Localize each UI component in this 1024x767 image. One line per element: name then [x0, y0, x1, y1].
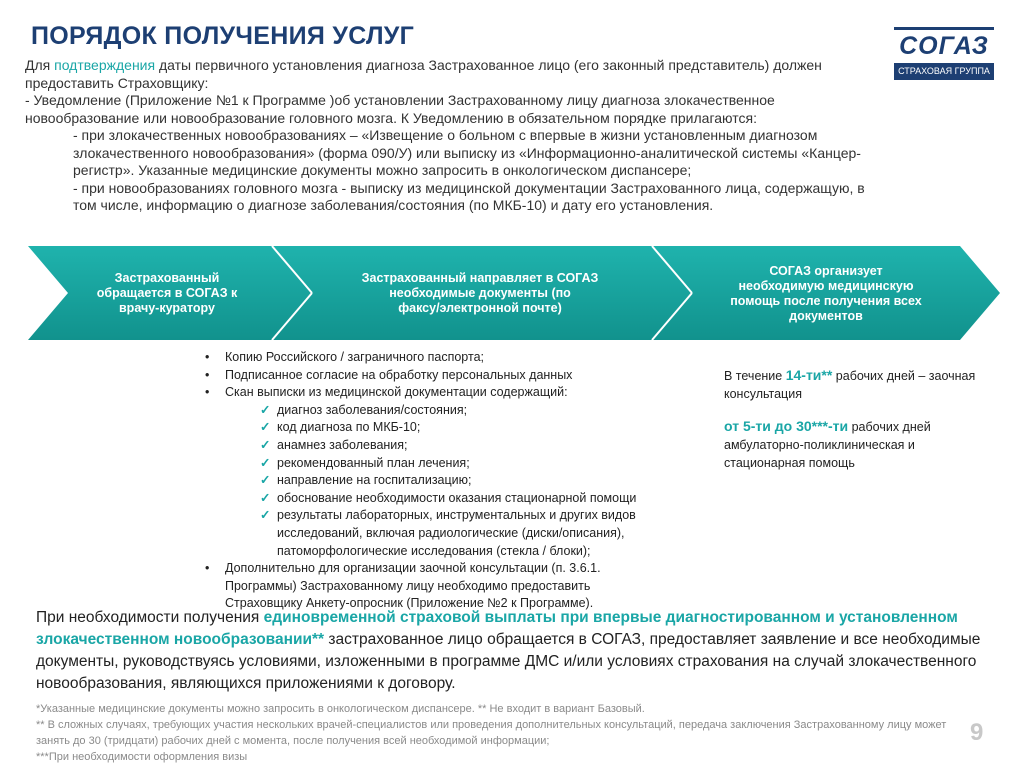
page-number: 9 — [970, 719, 984, 746]
intro-block — [25, 57, 885, 215]
timing-info — [724, 366, 984, 472]
check-item: ✓ обоснование необходимости оказания стационарной помощи — [205, 490, 725, 508]
list-item: • Дополнительно для организации заочной консультации (п. 3.6.1. Программы) Застрахованному лицу необходимо предоставить Страховщику Анкету-опросник (Приложение №2 к Программе). — [205, 560, 725, 613]
footnote: ** В сложных случаях, требующих участия нескольких врачей-специалистов или проведения дополнительных консультаций, передача заключения Застрахованному лицу может занять до 30 (тридцати) рабочих дней с момента, после получения всей необходимой информации; — [36, 719, 947, 747]
logo-subtitle: СТРАХОВАЯ ГРУППА — [894, 63, 994, 80]
check-item: ✓ рекомендованный план лечения; — [205, 455, 725, 473]
intro-paragraph-4: - при новообразованиях головного мозга - выписку из медицинской документации Застрахованного лица, содержащую, в том числе, информацию о диагнозе заболевания/состояния (по МКБ-10) и дату его установления. — [73, 179, 865, 213]
checkmark-icon: ✓ — [260, 490, 271, 505]
documents-list — [205, 349, 725, 613]
step-3-text: СОГАЗ организует необходимую медицинскую помощь после получения всех документов — [730, 264, 922, 323]
footnote: *Указанные медицинские документы можно запросить в онкологическом диспансере. ** Не входит в вариант Базовый. — [36, 703, 645, 715]
intro-paragraph-2: - Уведомление (Приложение №1 к Программе )об установлении Застрахованному лицу диагноза злокачественное новообразование или новообразование головного мозга. К Уведомлению в обязательном порядке прилагаются: — [25, 92, 775, 126]
intro-paragraph-3: - при злокачественных новообразованиях – «Извещение о больном с впервые в жизни установленным диагнозом злокачественного новообразования» (форма 090/У) или выписку из «Информационно-аналитической системы «Канцер-регистр». Указанные медицинские документы можно запросить в онкологическом диспансере; — [73, 127, 861, 178]
page-title: ПОРЯДОК ПОЛУЧЕНИЯ УСЛУГ — [31, 22, 415, 50]
step-2-text: Застрахованный направляет в СОГАЗ необходимые документы (по факсу/электронной почте) — [361, 271, 599, 315]
check-item: ✓ направление на госпитализацию; — [205, 472, 725, 490]
list-item: • Копию Российского / заграничного паспорта; — [205, 349, 725, 367]
check-item: ✓ результаты лабораторных, инструментальных и других видов исследований, включая радиологические (диски/описания), патоморфологические исследования (стекла / блоки); — [260, 508, 636, 558]
timing-consultation: В течение 14-ти** рабочих дней – заочная консультация — [724, 367, 976, 401]
footnotes — [36, 701, 956, 765]
check-item: ✓ код диагноза по МКБ-10; — [205, 419, 725, 437]
checkmark-icon: ✓ — [260, 420, 271, 435]
footnote: ***При необходимости оформления визы — [36, 751, 248, 763]
list-item: • Подписанное согласие на обработку персональных данных — [205, 367, 725, 385]
logo-line — [894, 27, 994, 30]
payment-paragraph: При необходимости получения единовременной страховой выплаты при впервые диагностированном и установленном злокачественном новообразовании** застрахованное лицо обращается в СОГАЗ, предоставляет заявление и все необходимые документы, руководствуясь условиями, изложенными в программе ДМС и/или условиях страхования на случай злокачественного новообразования, являющихся приложениями к договору. — [36, 609, 981, 692]
checkmark-icon: ✓ — [260, 455, 271, 470]
timing-medical-help: от 5-ти до 30***-ти рабочих дней амбулаторно-поликлиническая и стационарная помощь — [724, 418, 931, 470]
intro-paragraph-1: Для подтверждения даты первичного установления диагноза Застрахованное лицо (его законный представитель) должен предоставить Страховщику: — [25, 57, 822, 91]
checkmark-icon: ✓ — [260, 508, 271, 523]
list-item: • Скан выписки из медицинской документации содержащий: — [205, 384, 725, 402]
step-1-text: Застрахованный обращается в СОГАЗ к врачу-куратору — [96, 271, 238, 315]
sogaz-logo: СОГАЗ — [899, 32, 989, 60]
intro-highlight: подтверждения — [54, 57, 156, 73]
checkmark-icon: ✓ — [260, 437, 271, 452]
check-item: ✓ диагноз заболевания/состояния; — [205, 402, 725, 420]
checkmark-icon: ✓ — [260, 402, 271, 417]
payment-highlight: единовременной страховой выплаты при впервые диагностированном и установленном злокачественном новообразовании** — [36, 609, 958, 648]
checkmark-icon: ✓ — [260, 473, 271, 488]
check-item: ✓ анамнез заболевания; — [205, 437, 725, 455]
